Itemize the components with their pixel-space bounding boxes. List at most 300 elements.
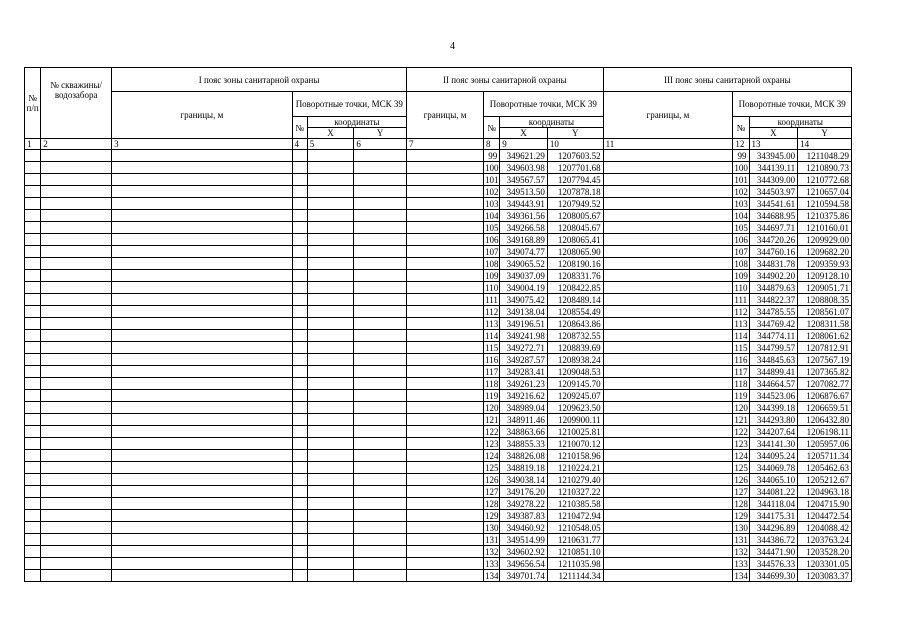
cell-zone-3-y: 1203763.24	[798, 534, 852, 546]
cell-zone-2-x: 349272.71	[500, 342, 548, 354]
cell-zone-1-y	[354, 498, 407, 510]
cell-zone-2-x: 348911.46	[500, 414, 548, 426]
cell-zone-3-x: 344065.10	[749, 474, 798, 486]
cell-row-number	[25, 270, 41, 282]
cell-zone-3-boundaries	[603, 486, 733, 498]
cell-zone-2-y: 1210224.21	[547, 462, 603, 474]
cell-zone-1-boundaries	[112, 450, 292, 462]
cell-row-number	[25, 402, 41, 414]
cell-zone-3-boundaries	[603, 570, 733, 582]
cell-zone-1-y	[354, 174, 407, 186]
cell-zone-3-x: 344760.16	[749, 246, 798, 258]
cell-zone-2-y: 1208554.49	[547, 306, 603, 318]
header-zone-1: I пояс зоны санитарной охраны	[112, 68, 407, 92]
cell-zone-3-y: 1204715.90	[798, 498, 852, 510]
cell-zone-3-x: 344720.26	[749, 234, 798, 246]
cell-row-number	[25, 174, 41, 186]
table-row	[25, 426, 852, 438]
table-row	[25, 450, 852, 462]
cell-zone-3-x: 344664.57	[749, 378, 798, 390]
cell-zone-1-x	[307, 570, 354, 582]
cell-well	[41, 222, 112, 234]
cell-zone-2-y: 1208839.69	[547, 342, 603, 354]
table-row	[25, 270, 852, 282]
cell-well	[41, 258, 112, 270]
table-row	[25, 510, 852, 522]
cell-zone-3-y: 1207365.82	[798, 366, 852, 378]
cell-zone-2-boundaries	[407, 378, 484, 390]
cell-zone-3-x: 344386.72	[749, 534, 798, 546]
cell-zone-1-num	[292, 462, 307, 474]
cell-zone-1-x	[307, 402, 354, 414]
cell-row-number	[25, 414, 41, 426]
cell-zone-2-x: 349621.29	[500, 150, 548, 162]
cell-row-number	[25, 498, 41, 510]
cell-zone-1-x	[307, 294, 354, 306]
cell-zone-1-x	[307, 330, 354, 342]
cell-zone-3-boundaries	[603, 498, 733, 510]
cell-zone-3-x: 344822.37	[749, 294, 798, 306]
cell-zone-3-num: 131	[734, 534, 748, 545]
cell-zone-3-x: 344523.06	[749, 390, 798, 402]
cell-well	[41, 414, 112, 426]
table-row	[25, 546, 852, 558]
cell-zone-1-x	[307, 390, 354, 402]
column-number: 10	[547, 139, 603, 150]
cell-zone-2-y: 1207603.52	[547, 150, 603, 162]
cell-zone-3-num: 99	[733, 150, 749, 162]
cell-zone-2-num: 112	[485, 306, 499, 317]
cell-zone-3-x: 344081.22	[749, 486, 798, 498]
cell-zone-3-y: 1203301.05	[798, 558, 852, 570]
cell-zone-2-y: 1208938.24	[547, 354, 603, 366]
column-number: 13	[749, 139, 798, 150]
cell-zone-1-y	[354, 414, 407, 426]
cell-zone-1-y	[354, 306, 407, 318]
cell-zone-1-num	[292, 426, 307, 438]
cell-zone-3-x: 344503.97	[749, 186, 798, 198]
cell-zone-1-boundaries	[112, 414, 292, 426]
cell-zone-3-x: 344576.33	[749, 558, 798, 570]
column-number: 7	[407, 139, 484, 150]
cell-zone-1-x	[307, 486, 354, 498]
cell-zone-2-y: 1207878.18	[547, 186, 603, 198]
cell-zone-3-num: 116	[734, 354, 748, 365]
table-row	[25, 222, 852, 234]
cell-zone-3-x: 344699.30	[749, 570, 798, 582]
cell-zone-1-x	[307, 474, 354, 486]
cell-zone-1-boundaries	[112, 150, 292, 162]
cell-zone-2-y: 1210158.96	[547, 450, 603, 462]
column-number: 6	[354, 139, 407, 150]
column-number: 9	[500, 139, 548, 150]
cell-zone-1-boundaries	[112, 198, 292, 210]
cell-zone-1-boundaries	[112, 366, 292, 378]
cell-zone-2-y: 1210548.05	[547, 522, 603, 534]
cell-zone-1-x	[307, 306, 354, 318]
cell-zone-3-y: 1205711.34	[798, 450, 852, 462]
cell-zone-2-boundaries	[407, 162, 484, 174]
cell-zone-3-x: 344471.90	[749, 546, 798, 558]
cell-zone-3-boundaries	[603, 414, 733, 426]
cell-zone-2-x: 349196.51	[500, 318, 548, 330]
cell-row-number	[25, 198, 41, 210]
cell-zone-3-boundaries	[603, 450, 733, 462]
cell-zone-2-y: 1210472.94	[547, 510, 603, 522]
cell-well	[41, 474, 112, 486]
column-number: 5	[307, 139, 354, 150]
cell-zone-1-y	[354, 210, 407, 222]
cell-zone-1-num	[292, 174, 307, 186]
cell-zone-2-num: 100	[485, 162, 499, 173]
cell-row-number	[25, 546, 41, 558]
cell-zone-2-num: 126	[485, 474, 499, 485]
cell-zone-3-num: 105	[734, 222, 748, 233]
cell-row-number	[25, 378, 41, 390]
cell-zone-1-y	[354, 282, 407, 294]
cell-zone-3-x: 344799.57	[749, 342, 798, 354]
cell-row-number	[25, 426, 41, 438]
cell-zone-2-boundaries	[407, 258, 484, 270]
cell-zone-1-y	[354, 570, 407, 582]
cell-zone-3-boundaries	[603, 438, 733, 450]
column-number: 3	[112, 139, 292, 150]
cell-zone-3-num: 118	[734, 378, 748, 389]
cell-zone-2-x: 349287.57	[500, 354, 548, 366]
cell-zone-2-x: 349283.41	[500, 366, 548, 378]
cell-row-number	[25, 258, 41, 270]
cell-zone-3-num: 109	[734, 270, 748, 281]
cell-zone-2-x: 349513.50	[500, 186, 548, 198]
sanitary-zone-coordinates-table	[24, 67, 852, 582]
cell-zone-2-boundaries	[407, 510, 484, 522]
cell-zone-3-num: 119	[734, 390, 748, 401]
cell-well	[41, 426, 112, 438]
table-row	[25, 318, 852, 330]
cell-zone-2-num: 120	[485, 402, 499, 413]
cell-zone-1-num	[292, 522, 307, 534]
cell-zone-2-x: 349656.54	[500, 558, 548, 570]
cell-zone-2-x: 349361.56	[500, 210, 548, 222]
cell-zone-3-num: 129	[734, 510, 748, 521]
cell-zone-3-x: 344139.11	[749, 162, 798, 174]
cell-zone-1-y	[354, 186, 407, 198]
cell-row-number	[25, 294, 41, 306]
cell-zone-2-y: 1208065.41	[547, 234, 603, 246]
cell-zone-3-x: 344845.63	[749, 354, 798, 366]
cell-zone-1-y	[354, 426, 407, 438]
cell-zone-1-num	[292, 486, 307, 498]
column-number: 8	[484, 139, 500, 150]
cell-zone-2-num: 114	[485, 330, 499, 341]
cell-well	[41, 498, 112, 510]
cell-zone-1-boundaries	[112, 258, 292, 270]
cell-zone-1-y	[354, 234, 407, 246]
column-number: 14	[798, 139, 852, 150]
cell-zone-2-y: 1210631.77	[547, 534, 603, 546]
cell-zone-2-x: 349278.22	[500, 498, 548, 510]
cell-zone-3-x: 344831.78	[749, 258, 798, 270]
cell-zone-3-boundaries	[603, 270, 733, 282]
cell-zone-1-boundaries	[112, 522, 292, 534]
cell-well	[41, 174, 112, 186]
cell-zone-1-boundaries	[112, 342, 292, 354]
cell-zone-1-y	[354, 378, 407, 390]
cell-zone-2-y: 1208422.85	[547, 282, 603, 294]
cell-zone-1-boundaries	[112, 378, 292, 390]
cell-well	[41, 210, 112, 222]
cell-zone-2-x: 349701.74	[500, 570, 548, 582]
column-numbers-row	[25, 139, 852, 150]
cell-zone-3-num: 111	[734, 294, 748, 305]
cell-zone-3-num: 114	[734, 330, 748, 341]
cell-zone-3-num: 110	[734, 282, 748, 293]
cell-zone-1-boundaries	[112, 402, 292, 414]
cell-zone-2-boundaries	[407, 294, 484, 306]
cell-zone-2-num: 99	[484, 150, 500, 162]
cell-zone-2-num: 128	[485, 498, 499, 509]
cell-zone-2-boundaries	[407, 342, 484, 354]
cell-zone-2-y: 1208005.67	[547, 210, 603, 222]
cell-zone-2-x: 349241.98	[500, 330, 548, 342]
cell-zone-2-boundaries	[407, 366, 484, 378]
cell-zone-1-x	[307, 438, 354, 450]
cell-zone-2-y: 1210385.58	[547, 498, 603, 510]
cell-zone-1-y	[354, 246, 407, 258]
cell-well	[41, 306, 112, 318]
cell-zone-1-y	[354, 522, 407, 534]
cell-zone-2-boundaries	[407, 318, 484, 330]
cell-zone-2-x: 348863.66	[500, 426, 548, 438]
cell-zone-1-num	[292, 306, 307, 318]
cell-zone-3-num: 126	[734, 474, 748, 485]
cell-zone-2-x: 349603.98	[500, 162, 548, 174]
header-zone-2-y: Y	[547, 128, 603, 139]
cell-zone-3-num: 100	[734, 162, 748, 173]
cell-zone-3-boundaries	[603, 294, 733, 306]
cell-well	[41, 390, 112, 402]
table-row	[25, 486, 852, 498]
cell-zone-3-num: 132	[734, 546, 748, 557]
cell-zone-3-num: 122	[734, 426, 748, 437]
cell-zone-1-num	[292, 162, 307, 174]
cell-zone-1-num	[292, 258, 307, 270]
cell-well	[41, 462, 112, 474]
cell-zone-1-boundaries	[112, 294, 292, 306]
cell-zone-2-num: 132	[485, 546, 499, 557]
table-row	[25, 378, 852, 390]
cell-zone-1-num	[292, 234, 307, 246]
cell-zone-1-x	[307, 258, 354, 270]
cell-well	[41, 150, 112, 162]
cell-zone-1-num	[292, 534, 307, 546]
cell-zone-3-boundaries	[603, 234, 733, 246]
cell-zone-2-y: 1209900.11	[547, 414, 603, 426]
cell-zone-1-num	[292, 510, 307, 522]
cell-zone-3-x: 344309.00	[749, 174, 798, 186]
cell-zone-2-boundaries	[407, 546, 484, 558]
cell-zone-2-y: 1207949.52	[547, 198, 603, 210]
cell-zone-3-x: 344899.41	[749, 366, 798, 378]
cell-zone-3-y: 1204088.42	[798, 522, 852, 534]
cell-zone-1-num	[292, 150, 307, 162]
table-row	[25, 570, 852, 582]
cell-zone-1-boundaries	[112, 354, 292, 366]
cell-zone-2-x: 348989.04	[500, 402, 548, 414]
cell-zone-2-num: 127	[485, 486, 499, 497]
cell-zone-3-boundaries	[603, 474, 733, 486]
cell-zone-2-y: 1208065.90	[547, 246, 603, 258]
cell-zone-1-num	[292, 558, 307, 570]
cell-zone-3-y: 1206876.67	[798, 390, 852, 402]
header-zone-3: III пояс зоны санитарной охраны	[603, 68, 851, 92]
cell-zone-1-num	[292, 198, 307, 210]
cell-zone-3-y: 1205957.06	[798, 438, 852, 450]
cell-zone-1-boundaries	[112, 210, 292, 222]
cell-zone-2-boundaries	[407, 246, 484, 258]
cell-zone-3-boundaries	[603, 462, 733, 474]
cell-zone-2-y: 1210327.22	[547, 486, 603, 498]
cell-zone-3-x: 344399.18	[749, 402, 798, 414]
cell-row-number	[25, 282, 41, 294]
cell-well	[41, 522, 112, 534]
cell-zone-2-boundaries	[407, 462, 484, 474]
cell-zone-3-num: 121	[734, 414, 748, 425]
table-row	[25, 174, 852, 186]
cell-well	[41, 570, 112, 582]
cell-zone-3-boundaries	[603, 318, 733, 330]
cell-zone-3-boundaries	[603, 330, 733, 342]
cell-zone-1-boundaries	[112, 462, 292, 474]
cell-zone-1-num	[292, 498, 307, 510]
table-row	[25, 558, 852, 570]
header-zone-2-boundaries: границы, м	[407, 92, 484, 139]
cell-zone-3-num: 127	[734, 486, 748, 497]
cell-zone-3-boundaries	[603, 366, 733, 378]
cell-zone-1-x	[307, 222, 354, 234]
table-body	[25, 150, 852, 582]
cell-zone-2-boundaries	[407, 486, 484, 498]
cell-zone-2-num: 106	[485, 234, 499, 245]
cell-zone-2-x: 348855.33	[500, 438, 548, 450]
cell-zone-3-y: 1207812.91	[798, 342, 852, 354]
table-row	[25, 234, 852, 246]
cell-zone-1-boundaries	[112, 174, 292, 186]
cell-row-number	[25, 474, 41, 486]
cell-zone-3-boundaries	[603, 246, 733, 258]
header-zone-3-y: Y	[798, 128, 852, 139]
cell-zone-3-boundaries	[603, 390, 733, 402]
cell-zone-1-num	[292, 210, 307, 222]
cell-zone-1-boundaries	[112, 570, 292, 582]
cell-zone-3-x: 344902.20	[749, 270, 798, 282]
table-row	[25, 390, 852, 402]
cell-well	[41, 366, 112, 378]
cell-zone-3-num: 117	[734, 366, 748, 377]
table-row	[25, 162, 852, 174]
cell-zone-1-num	[292, 246, 307, 258]
cell-zone-2-y: 1209245.07	[547, 390, 603, 402]
cell-zone-2-boundaries	[407, 474, 484, 486]
cell-zone-2-x: 349037.09	[500, 270, 548, 282]
cell-zone-1-x	[307, 522, 354, 534]
column-number: 2	[41, 139, 112, 150]
header-zone-1-boundaries: границы, м	[112, 92, 292, 139]
cell-zone-2-x: 349460.92	[500, 522, 548, 534]
cell-zone-1-num	[292, 186, 307, 198]
cell-zone-2-num: 116	[485, 354, 499, 365]
cell-zone-3-boundaries	[603, 558, 733, 570]
cell-zone-1-num	[292, 282, 307, 294]
cell-zone-2-num: 117	[485, 366, 499, 377]
cell-zone-3-x: 343945.00	[749, 150, 798, 162]
cell-zone-3-y: 1205212.67	[798, 474, 852, 486]
cell-zone-2-y: 1207794.45	[547, 174, 603, 186]
cell-row-number	[25, 246, 41, 258]
cell-zone-3-x: 344774.11	[749, 330, 798, 342]
cell-zone-3-x: 344175.31	[749, 510, 798, 522]
cell-zone-3-boundaries	[603, 258, 733, 270]
cell-row-number	[25, 570, 41, 582]
cell-zone-1-y	[354, 558, 407, 570]
cell-zone-2-num: 108	[485, 258, 499, 269]
cell-zone-1-num	[292, 318, 307, 330]
cell-zone-3-boundaries	[603, 546, 733, 558]
cell-zone-2-x: 349176.20	[500, 486, 548, 498]
cell-zone-1-boundaries	[112, 558, 292, 570]
cell-zone-2-num: 104	[485, 210, 499, 221]
cell-zone-1-num	[292, 354, 307, 366]
cell-zone-1-x	[307, 198, 354, 210]
cell-zone-1-num	[292, 330, 307, 342]
cell-zone-3-x: 344785.55	[749, 306, 798, 318]
cell-zone-1-y	[354, 162, 407, 174]
cell-zone-3-num: 106	[734, 234, 748, 245]
cell-zone-3-x: 344095.24	[749, 450, 798, 462]
cell-zone-1-boundaries	[112, 318, 292, 330]
cell-zone-2-x: 349387.83	[500, 510, 548, 522]
cell-zone-1-num	[292, 474, 307, 486]
cell-zone-2-boundaries	[407, 558, 484, 570]
header-zone-1-num: №	[292, 117, 307, 139]
cell-zone-2-y: 1210851.10	[547, 546, 603, 558]
table-row	[25, 186, 852, 198]
cell-zone-2-boundaries	[407, 450, 484, 462]
cell-zone-2-num: 125	[485, 462, 499, 473]
cell-zone-2-x: 348826.08	[500, 450, 548, 462]
cell-zone-3-num: 128	[734, 498, 748, 509]
cell-zone-2-boundaries	[407, 234, 484, 246]
cell-zone-1-y	[354, 402, 407, 414]
cell-zone-3-boundaries	[603, 174, 733, 186]
cell-zone-3-y: 1204963.18	[798, 486, 852, 498]
cell-zone-3-boundaries	[603, 210, 733, 222]
cell-zone-3-boundaries	[603, 378, 733, 390]
cell-zone-3-x: 344688.95	[749, 210, 798, 222]
cell-zone-2-y: 1208190.16	[547, 258, 603, 270]
header-zone-3-boundaries: границы, м	[603, 92, 733, 139]
cell-well	[41, 282, 112, 294]
cell-zone-1-x	[307, 450, 354, 462]
cell-zone-2-num: 121	[485, 414, 499, 425]
cell-zone-3-y: 1206432.80	[798, 414, 852, 426]
cell-zone-1-num	[292, 570, 307, 582]
cell-row-number	[25, 330, 41, 342]
cell-zone-3-y: 1204472.54	[798, 510, 852, 522]
table-row	[25, 498, 852, 510]
table-row	[25, 462, 852, 474]
header-zone-3-points: Поворотные точки, МСК 39	[733, 92, 852, 117]
